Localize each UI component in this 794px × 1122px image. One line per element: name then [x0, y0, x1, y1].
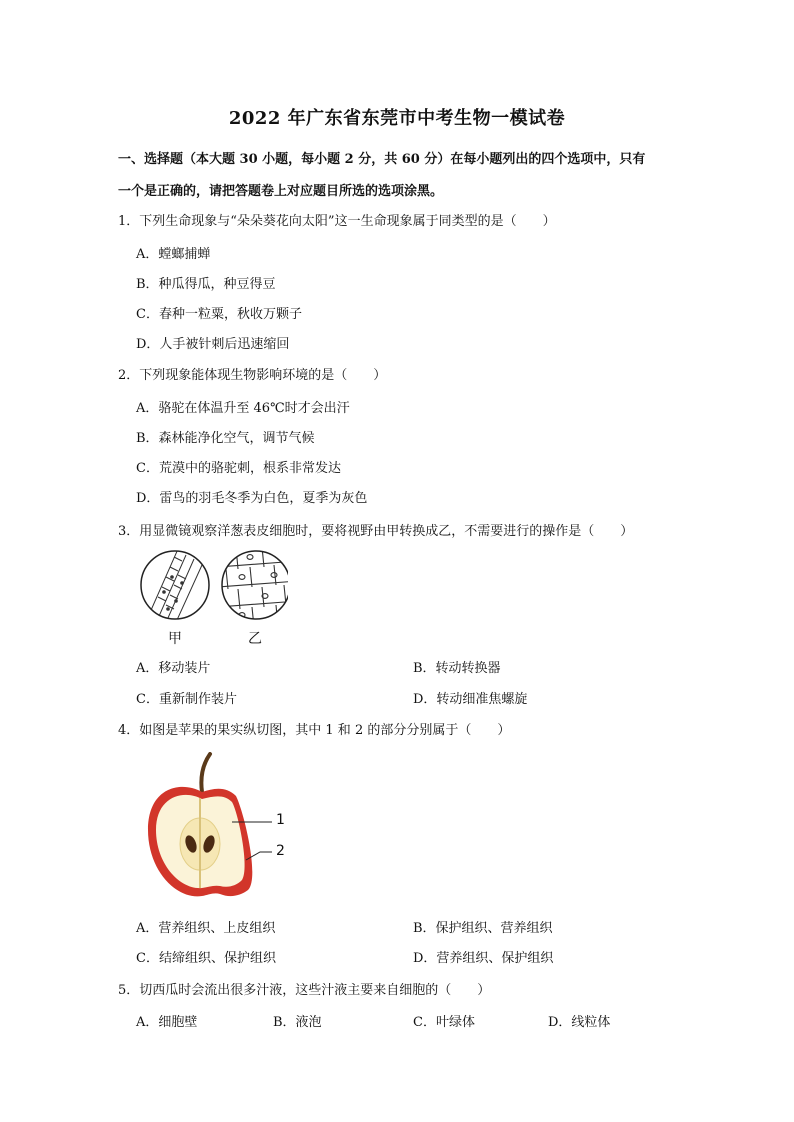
question-2-option-b: B．森林能净化空气，调节气候: [136, 431, 315, 446]
section-instructions-line2: 一个是正确的，请把答题卷上对应题目所选的选项涂黑。: [118, 184, 444, 199]
question-4-option-d: D．营养组织、保护组织: [413, 951, 554, 966]
question-3-option-d: D．转动细准焦螺旋: [413, 692, 528, 707]
figure-label-jia: 甲: [168, 631, 182, 647]
question-1-option-d: D．人手被针刺后迅速缩回: [136, 337, 290, 352]
question-5-option-c: C．叶绿体: [413, 1015, 475, 1030]
question-1-option-c: C．春种一粒粟，秋收万颗子: [136, 307, 302, 322]
question-4-option-b: B．保护组织、营养组织: [413, 921, 553, 936]
question-4-stem: 4．如图是苹果的果实纵切图，其中 1 和 2 的部分分别属于（ ）: [118, 723, 511, 738]
question-2-option-a: A．骆驼在体温升至 46℃时才会出汗: [136, 401, 350, 416]
question-1-option-a: A．螳螂捕蝉: [136, 247, 211, 262]
question-5-option-b: B．液泡: [273, 1015, 322, 1030]
question-2-stem: 2．下列现象能体现生物影响环境的是（ ）: [118, 368, 387, 383]
question-3-option-a: A．移动装片: [136, 661, 211, 676]
figure-label-1: 1: [276, 812, 285, 828]
question-5-option-d: D．线粒体: [548, 1015, 611, 1030]
page-title: 2022 年广东省东莞市中考生物一模试卷: [228, 108, 566, 129]
question-4-option-c: C．结缔组织、保护组织: [136, 951, 276, 966]
question-4-option-a: A．营养组织、上皮组织: [136, 921, 276, 936]
microscope-views-figure: [138, 547, 288, 627]
question-3-stem: 3．用显微镜观察洋葱表皮细胞时，要将视野由甲转换成乙，不需要进行的操作是（ ）: [118, 524, 634, 539]
question-5-option-a: A．细胞壁: [136, 1015, 198, 1030]
question-3-option-b: B．转动转换器: [413, 661, 501, 676]
question-2-option-d: D．雷鸟的羽毛冬季为白色，夏季为灰色: [136, 491, 368, 506]
question-2-option-c: C．荒漠中的骆驼刺，根系非常发达: [136, 461, 341, 476]
figure-label-2: 2: [276, 843, 285, 859]
question-3-option-c: C．重新制作装片: [136, 692, 237, 707]
question-1-option-b: B．种瓜得瓜，种豆得豆: [136, 277, 276, 292]
figure-label-yi: 乙: [248, 631, 262, 647]
section-instructions-line1: 一、选择题（本大题 30 小题，每小题 2 分，共 60 分）在每小题列出的四个选项中，只有: [118, 152, 646, 167]
question-5-stem: 5．切西瓜时会流出很多汁液，这些汁液主要来自细胞的（ ）: [118, 983, 491, 998]
question-1-stem: 1．下列生命现象与“朵朵葵花向太阳”这一生命现象属于同类型的是（ ）: [118, 214, 556, 229]
microscope-views-image: [138, 547, 288, 627]
